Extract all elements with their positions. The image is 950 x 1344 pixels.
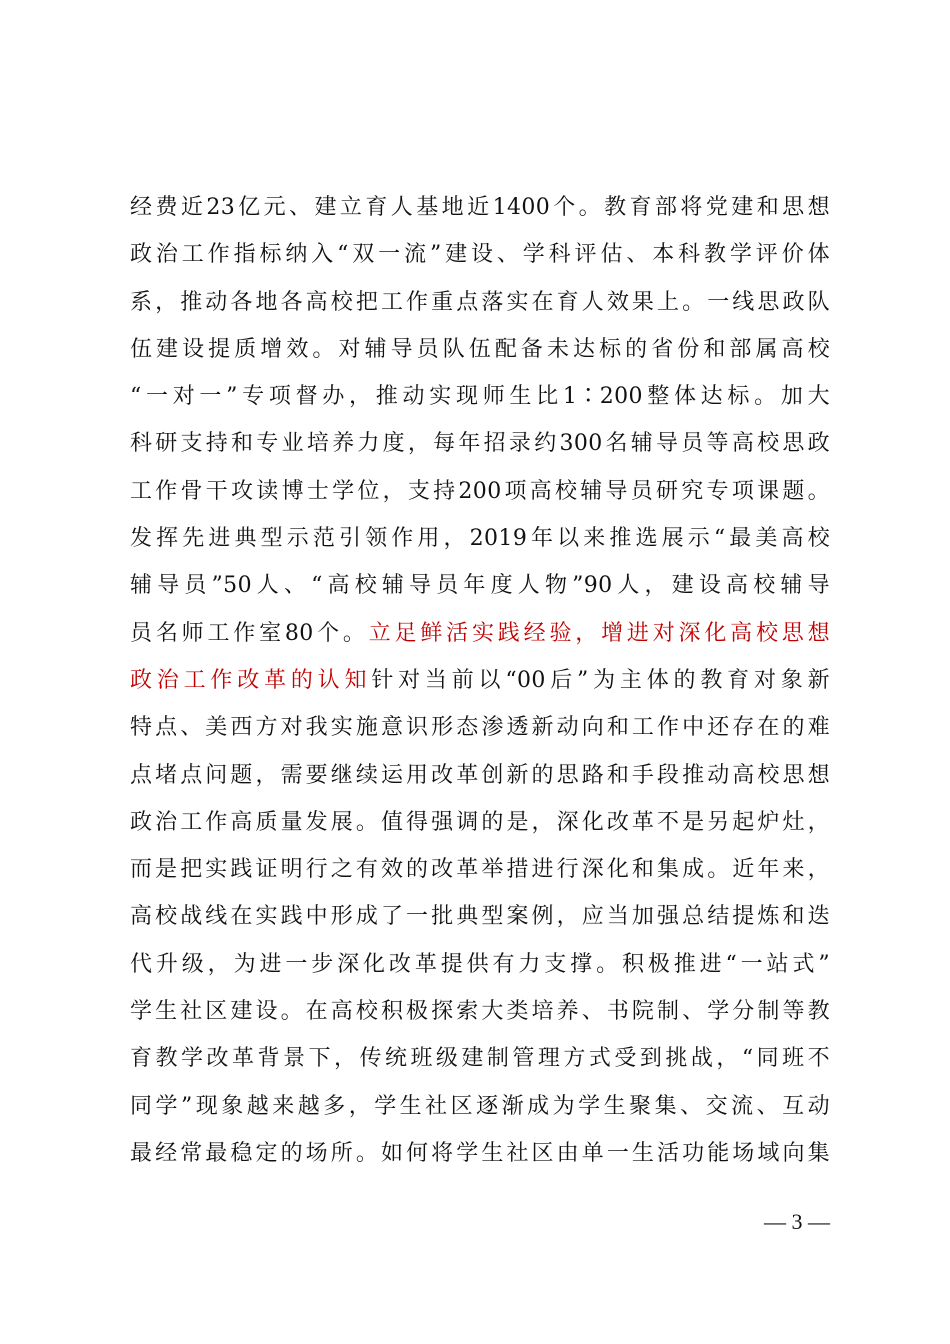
text-line: [130, 610, 830, 657]
text-line: 政治工作高质量发展。值得强调的是，深化改革不是另起炉灶，: [130, 809, 830, 835]
text-line: 经费近23亿元、建立育人基地近1400个。教育部将党建和思想: [130, 195, 830, 220]
text-line: 点堵点问题，需要继续运用改革创新的思路和手段推动高校思想: [130, 762, 830, 788]
text-line: 高校战线在实践中形成了一批典型案例，应当加强总结提炼和迭: [130, 904, 830, 930]
text-line: “一对一”专项督办，推动实现师生比1∶200整体达标。加大: [130, 384, 830, 410]
line-text: 针对当前以“00后”为主体的教育对象新: [371, 667, 830, 693]
text-line: 伍建设提质增效。对辅导员队伍配备未达标的省份和部属高校: [130, 336, 830, 362]
text-line: 政治工作指标纳入“双一流”建设、学科评估、本科教学评价体: [130, 242, 830, 268]
text-line: 而是把实践证明行之有效的改革举措进行深化和集成。近年来，: [130, 857, 830, 883]
text-line: 学生社区建设。在高校积极探索大类培养、书院制、学分制等教: [130, 999, 830, 1025]
body-text: [130, 184, 830, 1177]
text-line: 科研支持和专业培养力度，每年招录约300名辅导员等高校思政: [130, 431, 830, 457]
line-text: 员名师工作室80个。: [130, 620, 369, 646]
text-line: [130, 657, 830, 704]
text-line: 发挥先进典型示范引领作用，2019年以来推选展示“最美高校: [130, 526, 830, 552]
text-line: 系，推动各地各高校把工作重点落实在育人效果上。一线思政队: [130, 289, 830, 315]
text-line: 代升级，为进一步深化改革提供有力支撑。积极推进“一站式”: [130, 951, 830, 977]
text-line: 育教学改革背景下，传统班级建制管理方式受到挑战，“同班不: [130, 1046, 830, 1072]
text-line: 特点、美西方对我实施意识形态渗透新动向和工作中还存在的难: [130, 715, 830, 741]
highlighted-heading: 立足鲜活实践经验，增进对深化高校思想: [368, 620, 830, 646]
highlighted-heading: 政治工作改革的认知: [130, 667, 372, 693]
text-line: 最经常最稳定的场所。如何将学生社区由单一生活功能场域向集: [130, 1140, 830, 1166]
text-line: 辅导员”50人、“高校辅导员年度人物”90人，建设高校辅导: [130, 573, 830, 599]
page-number: — 3 —: [764, 1209, 830, 1234]
text-line: 工作骨干攻读博士学位，支持200项高校辅导员研究专项课题。: [130, 478, 830, 504]
text-line: 同学”现象越来越多，学生社区逐渐成为学生聚集、交流、互动: [130, 1093, 830, 1119]
